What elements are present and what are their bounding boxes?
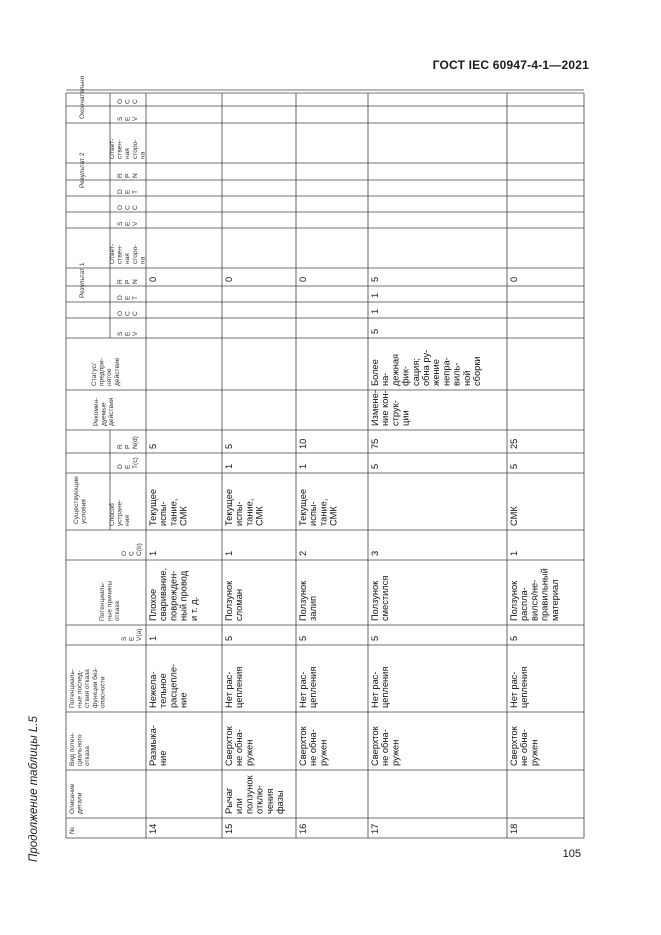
row-14-consequence-line: ние — [178, 692, 189, 708]
row-17-status-line: фик- — [400, 365, 411, 386]
row-15-cause-line: Ползунок — [224, 580, 234, 621]
header-r2-det-line: D — [117, 189, 124, 194]
header-rpn-line: R — [117, 444, 124, 449]
header-group-final-line: Окончательно — [79, 75, 86, 119]
row-17-status-line: Более — [370, 359, 380, 386]
row-14-cause-line: сваривание, — [158, 567, 169, 621]
row-14-method-line: испы- — [158, 501, 169, 526]
row-14-rpn — [148, 444, 158, 449]
header-rpn-line: P — [124, 444, 132, 449]
row-14-sev-line: 1 — [148, 635, 158, 641]
row-14-r1-rpn — [148, 277, 158, 282]
row-15-r1-rpn-line: 0 — [224, 276, 234, 282]
row-17-status-line: виль- — [451, 362, 462, 386]
row-15-rpn — [224, 444, 234, 449]
row-17-sev — [370, 636, 380, 641]
header-method-line: Способ — [109, 503, 116, 526]
row-16-occ-line: 2 — [298, 550, 308, 556]
row-16-num — [298, 824, 308, 834]
row-15-sev — [224, 636, 234, 641]
header-failure-type — [69, 733, 91, 766]
header-method — [108, 500, 131, 526]
header-sev-line: S — [121, 636, 128, 641]
row-18-rpn — [509, 439, 519, 449]
row-17-status-line: сация; — [410, 358, 421, 386]
row-16-method — [298, 489, 339, 526]
row-17-status-line: ной — [461, 370, 472, 386]
row-15-occ — [224, 551, 234, 556]
header-det — [117, 457, 139, 469]
header-r1-det-line: T — [132, 295, 140, 300]
row-17-status-line: жение — [431, 359, 442, 386]
row-18-det-line: 5 — [509, 463, 519, 469]
row-15-detail-line: чения — [264, 788, 275, 814]
header-final-sev-line: V — [132, 116, 140, 121]
header-consequence-line: ные послед- — [76, 670, 84, 708]
header-r1-responsible-line: Ответ- — [109, 243, 116, 264]
row-17-num-line: 17 — [370, 823, 380, 834]
header-r1-responsible-line: ствен- — [116, 244, 124, 264]
row-14-method-line: тание, — [168, 498, 179, 526]
row-16-consequence-line: цепления — [308, 666, 319, 708]
header-r1-det-line: E — [124, 295, 132, 300]
row-16-rpn — [298, 439, 308, 449]
header-r1-responsible-line: сторо- — [131, 244, 139, 264]
row-16-failure-type — [298, 725, 328, 766]
header-r1-occ — [117, 311, 139, 316]
header-group-existing-line: условия — [80, 499, 88, 524]
row-14-occ-line: 1 — [148, 550, 158, 556]
header-r2-responsible-line: ная — [124, 148, 132, 159]
header-r1-responsible — [109, 244, 146, 264]
header-r1-responsible-line: ная — [124, 253, 132, 264]
row-15-cause-line: сломан — [234, 588, 245, 621]
row-17-failure-type-line: Сверхток — [370, 726, 380, 766]
header-consequence — [69, 667, 106, 708]
header-r2-rpn-line: N — [132, 173, 140, 178]
row-15-detail-line: Рычаг — [224, 787, 234, 814]
header-r2-det-line: T — [132, 189, 140, 194]
row-14-sev — [148, 636, 158, 641]
row-14-num — [148, 824, 158, 834]
row-15-consequence-line: цепления — [234, 666, 245, 708]
row-14-failure-type — [148, 725, 168, 766]
row-17-cause-line: Ползунок — [370, 580, 380, 621]
header-r1-responsible-line: на — [139, 256, 147, 264]
row-14-consequence-line: расцепле- — [168, 663, 179, 708]
row-14-consequence-line: Нежела- — [148, 671, 158, 708]
header-r1-rpn-line: N — [132, 279, 140, 284]
row-14-failure-type-line: Размыка- — [148, 725, 158, 766]
header-recommended-line: Рекомен- — [93, 397, 100, 426]
row-18-consequence-line: Нет рас- — [509, 671, 519, 708]
row-16-cause-line: Ползунок — [298, 580, 308, 621]
row-16-method-line: СМК — [328, 506, 339, 526]
row-15-num — [224, 824, 234, 834]
row-15-failure-type-line: не обна- — [234, 729, 245, 766]
row-16-method-line: тание, — [318, 498, 329, 526]
row-16-failure-type-line: Сверхток — [298, 726, 308, 766]
row-15-det — [224, 464, 234, 469]
row-15-occ-line: 1 — [224, 550, 234, 556]
row-17-failure-type-line: ружен — [390, 739, 401, 766]
header-r1-sev-line: E — [124, 331, 132, 336]
header-cause-line: ные причины — [106, 580, 114, 621]
header-consequence-line: опасности — [99, 676, 107, 708]
row-17-r1-rpn — [370, 277, 380, 282]
row-18-failure-type-line: не обна- — [519, 729, 530, 766]
header-status-line: действие — [113, 357, 121, 386]
header-consequence-line: Потенциаль- — [69, 668, 76, 708]
header-final-occ-line: O — [117, 98, 124, 104]
header-status-line: предпри- — [98, 358, 106, 386]
row-14-method-line: СМК — [178, 506, 189, 526]
row-16-rpn-line: 10 — [298, 438, 308, 449]
row-16-sev-line: 5 — [298, 635, 308, 641]
row-17-rpn-line: 75 — [370, 438, 380, 449]
header-rpn — [117, 436, 139, 449]
row-17-status-line: непра- — [441, 357, 452, 386]
row-16-occ — [298, 551, 308, 556]
row-15-consequence — [224, 667, 244, 708]
header-detail — [69, 783, 84, 814]
row-18-num-line: 18 — [509, 823, 519, 834]
header-r2-sev-line: V — [132, 221, 140, 226]
row-17-r1-det — [370, 293, 380, 298]
row-14-cause — [148, 568, 199, 621]
row-14-method — [148, 489, 189, 526]
header-r1-sev — [117, 331, 139, 336]
header-r2-responsible-line: ствен- — [116, 139, 124, 159]
row-17-status-line: дежная — [390, 353, 401, 386]
row-17-det-line: 5 — [370, 463, 380, 469]
row-17-det — [370, 464, 380, 469]
row-17-r1-sev-line: 5 — [370, 328, 380, 334]
row-18-occ — [509, 551, 519, 556]
header-r2-sev-line: E — [124, 221, 132, 226]
header-r2-responsible-line: на — [139, 151, 147, 159]
header-detail-line: Описание — [69, 783, 76, 814]
row-18-num — [509, 824, 519, 834]
row-15-detail-line: или — [234, 798, 245, 814]
row-16-failure-type-line: не обна- — [308, 729, 319, 766]
header-recommended — [93, 397, 115, 426]
header-method-line: ния — [124, 515, 132, 526]
row-18-cause-line: распла- — [519, 587, 530, 621]
row-17-failure-type-line: не обна- — [380, 729, 391, 766]
header-r2-occ-line: C — [124, 205, 132, 210]
header-det-line: D — [117, 464, 124, 469]
header-r1-rpn-line: R — [117, 279, 124, 284]
header-failure-type-line: Вид потен- — [69, 732, 76, 766]
header-r1-rpn-line: P — [124, 279, 132, 284]
row-16-cause — [298, 580, 318, 621]
row-17-cause — [370, 576, 390, 621]
row-16-failure-type-line: ружен — [318, 739, 329, 766]
row-17-occ-line: 3 — [370, 550, 380, 556]
row-17-status-line: сборки — [472, 356, 482, 386]
header-r2-occ-line: O — [117, 204, 124, 210]
header-group-existing — [73, 476, 88, 524]
header-r1-sev-line: V — [132, 331, 140, 336]
row-14-method-line: Текущее — [148, 488, 158, 526]
header-r1-occ-line: O — [117, 310, 124, 316]
header-group-existing-line: Существующие — [73, 476, 80, 524]
header-r2-responsible-line: сторо- — [131, 139, 139, 159]
header-det-line: T(c) — [132, 457, 140, 469]
row-15-detail-line: фазы — [275, 790, 285, 814]
header-group-result2 — [79, 152, 86, 188]
row-16-consequence-line: Нет рас- — [298, 671, 308, 708]
header-consequence-line: функции без- — [91, 667, 99, 708]
row-15-detail-line: ползунок — [244, 775, 255, 814]
row-14-cause-line: поврежден- — [168, 570, 179, 621]
row-14-cause-line: и т. д. — [188, 596, 199, 621]
header-num — [69, 827, 76, 834]
row-17-consequence — [370, 667, 390, 708]
row-14-cause-line: Плохое — [148, 588, 158, 621]
header-failure-type-line: циального — [76, 734, 84, 766]
row-16-cause-line: залип — [308, 595, 319, 621]
row-14-failure-type-line: ние — [158, 750, 169, 766]
row-15-sev-line: 5 — [224, 635, 234, 641]
row-18-failure-type — [509, 725, 539, 766]
row-17-recommended — [370, 390, 411, 426]
row-18-method-line: СМК — [509, 506, 519, 526]
row-17-recommended-line: Измене- — [370, 390, 380, 426]
row-17-consequence-line: цепления — [380, 666, 391, 708]
header-group-final — [79, 75, 86, 119]
row-17-r1-det-line: 1 — [370, 292, 380, 298]
row-14-occ — [148, 551, 158, 556]
row-15-method-line: тание, — [244, 498, 255, 526]
row-17-cause-line: сместился — [380, 575, 391, 621]
row-14-rpn-line: 5 — [148, 443, 158, 449]
row-18-cause — [509, 568, 560, 621]
header-status — [91, 357, 121, 386]
header-consequence-line: ствия отказа — [84, 669, 92, 708]
row-15-detail — [224, 774, 285, 814]
header-r2-responsible — [109, 139, 146, 159]
header-group-result2-line: Результат 2 — [79, 152, 86, 188]
row-16-det-line: 1 — [298, 463, 308, 469]
row-15-method-line: испы- — [234, 501, 245, 526]
header-r1-det-line: D — [117, 295, 124, 300]
header-recommended-line: действия — [108, 397, 116, 426]
header-cause-line: отказа — [114, 601, 122, 621]
row-15-failure-type-line: Сверхток — [224, 726, 234, 766]
row-17-failure-type — [370, 725, 400, 766]
row-17-consequence-line: Нет рас- — [370, 671, 380, 708]
row-16-r1-rpn-line: 0 — [298, 276, 308, 282]
header-final-sev-line: E — [124, 116, 132, 121]
standard-designation: ГОСТ IEC 60947-4-1—2021 — [432, 58, 589, 72]
row-18-failure-type-line: ружен — [529, 739, 540, 766]
row-14-num-line: 14 — [148, 823, 158, 834]
header-failure-type-line: отказа — [84, 746, 92, 766]
header-group-result1-line: Результат 1 — [79, 262, 86, 298]
row-15-consequence-line: Нет рас- — [224, 671, 234, 708]
header-r2-occ-line: C — [132, 205, 140, 210]
header-r2-rpn — [117, 173, 139, 178]
header-r1-occ-line: C — [124, 311, 132, 316]
header-r2-rpn-line: P — [124, 173, 132, 178]
row-14-consequence-line: тельное — [158, 673, 169, 708]
header-r2-det-line: E — [124, 189, 132, 194]
header-r2-rpn-line: R — [117, 173, 124, 178]
header-r2-occ — [117, 205, 139, 210]
row-18-failure-type-line: Сверхток — [509, 726, 519, 766]
header-sev-line: V(а) — [136, 628, 144, 641]
row-15-method — [224, 489, 265, 526]
header-r2-responsible-line: Ответ- — [109, 138, 116, 159]
header-status-line: нятое — [106, 368, 114, 386]
row-18-rpn-line: 25 — [509, 438, 519, 449]
row-18-consequence-line: цепления — [519, 666, 530, 708]
row-15-failure-type — [224, 725, 254, 766]
header-r1-occ-line: C — [132, 311, 140, 316]
row-17-recommended-line: ции — [400, 410, 411, 426]
header-group-result1 — [79, 262, 86, 298]
row-18-det — [509, 464, 519, 469]
header-occ-line: O — [121, 550, 128, 556]
row-15-detail-line: отклю- — [254, 785, 265, 814]
header-status-line: Статус/ — [91, 363, 98, 386]
row-18-consequence — [509, 667, 529, 708]
row-15-det-line: 1 — [224, 463, 234, 469]
header-final-occ-line: C — [132, 99, 140, 104]
row-15-method-line: Текущее — [224, 488, 234, 526]
row-16-consequence — [298, 667, 318, 708]
table-caption: Продолжение таблицы L.5 — [28, 716, 40, 862]
header-num-line: № — [69, 826, 76, 834]
row-17-sev-line: 5 — [370, 635, 380, 641]
header-occ-line: C(b) — [136, 543, 144, 556]
header-r2-sev-line: S — [117, 221, 124, 226]
row-17-status-line: обна ру- — [421, 349, 431, 386]
row-18-cause-line: вился/не- — [529, 579, 540, 621]
row-15-method-line: СМК — [254, 506, 265, 526]
row-18-sev-line: 5 — [509, 635, 519, 641]
header-method-line: устране- — [116, 499, 124, 526]
row-17-r1-occ-line: 1 — [370, 308, 380, 314]
row-16-sev — [298, 636, 308, 641]
header-r2-sev — [117, 221, 139, 226]
header-r1-rpn — [117, 279, 139, 284]
row-17-recommended-line: струк- — [390, 400, 401, 426]
page-number: 105 — [562, 848, 581, 860]
header-r1-sev-line: S — [117, 331, 124, 336]
header-final-occ-line: C — [124, 99, 132, 104]
row-17-num — [370, 824, 380, 834]
header-r1-det — [117, 295, 139, 300]
header-recommended-line: дуемые — [100, 402, 108, 426]
row-18-cause-line: правильный — [539, 568, 550, 621]
row-15-num-line: 15 — [224, 823, 234, 834]
row-18-r1-rpn-line: 0 — [509, 276, 519, 282]
header-cause — [99, 580, 121, 621]
header-cause-line: Потенциаль- — [99, 581, 106, 621]
row-16-det — [298, 464, 308, 469]
header-sev — [121, 629, 143, 641]
row-18-method — [509, 506, 519, 526]
row-18-cause-line: материал — [549, 579, 560, 621]
row-15-failure-type-line: ружен — [244, 739, 255, 766]
row-17-occ — [370, 551, 380, 556]
header-r2-det — [117, 189, 139, 194]
row-15-cause — [224, 580, 244, 621]
row-14-consequence — [148, 664, 189, 708]
header-sev-line: E — [128, 636, 136, 641]
header-final-sev-line: S — [117, 116, 124, 121]
header-final-sev — [117, 116, 139, 121]
row-15-r1-rpn — [224, 277, 234, 282]
row-17-rpn — [370, 439, 380, 449]
row-15-rpn-line: 5 — [224, 443, 234, 449]
row-17-status — [370, 350, 482, 386]
row-14-cause-line: ный провод — [178, 570, 189, 621]
row-18-r1-rpn — [509, 277, 519, 282]
row-16-method-line: испы- — [308, 501, 319, 526]
row-16-method-line: Текущее — [298, 488, 308, 526]
header-rpn-line: N(d) — [132, 436, 140, 449]
row-17-recommended-line: ние кон- — [380, 390, 391, 426]
row-17-r1-occ — [370, 309, 380, 314]
row-17-r1-rpn-line: 5 — [370, 276, 380, 282]
header-occ-line: C — [128, 551, 136, 556]
row-18-occ-line: 1 — [509, 550, 519, 556]
header-final-occ — [117, 99, 139, 104]
header-occ — [121, 543, 143, 556]
row-16-r1-rpn — [298, 277, 308, 282]
header-detail-line: детали — [76, 792, 84, 814]
header-det-line: E — [124, 464, 132, 469]
row-18-sev — [509, 636, 519, 641]
row-17-status-line: на- — [380, 372, 391, 386]
row-18-cause-line: Ползунок — [509, 580, 519, 621]
row-17-r1-sev — [370, 329, 380, 334]
row-16-num-line: 16 — [298, 823, 308, 834]
row-14-r1-rpn-line: 0 — [148, 276, 158, 282]
